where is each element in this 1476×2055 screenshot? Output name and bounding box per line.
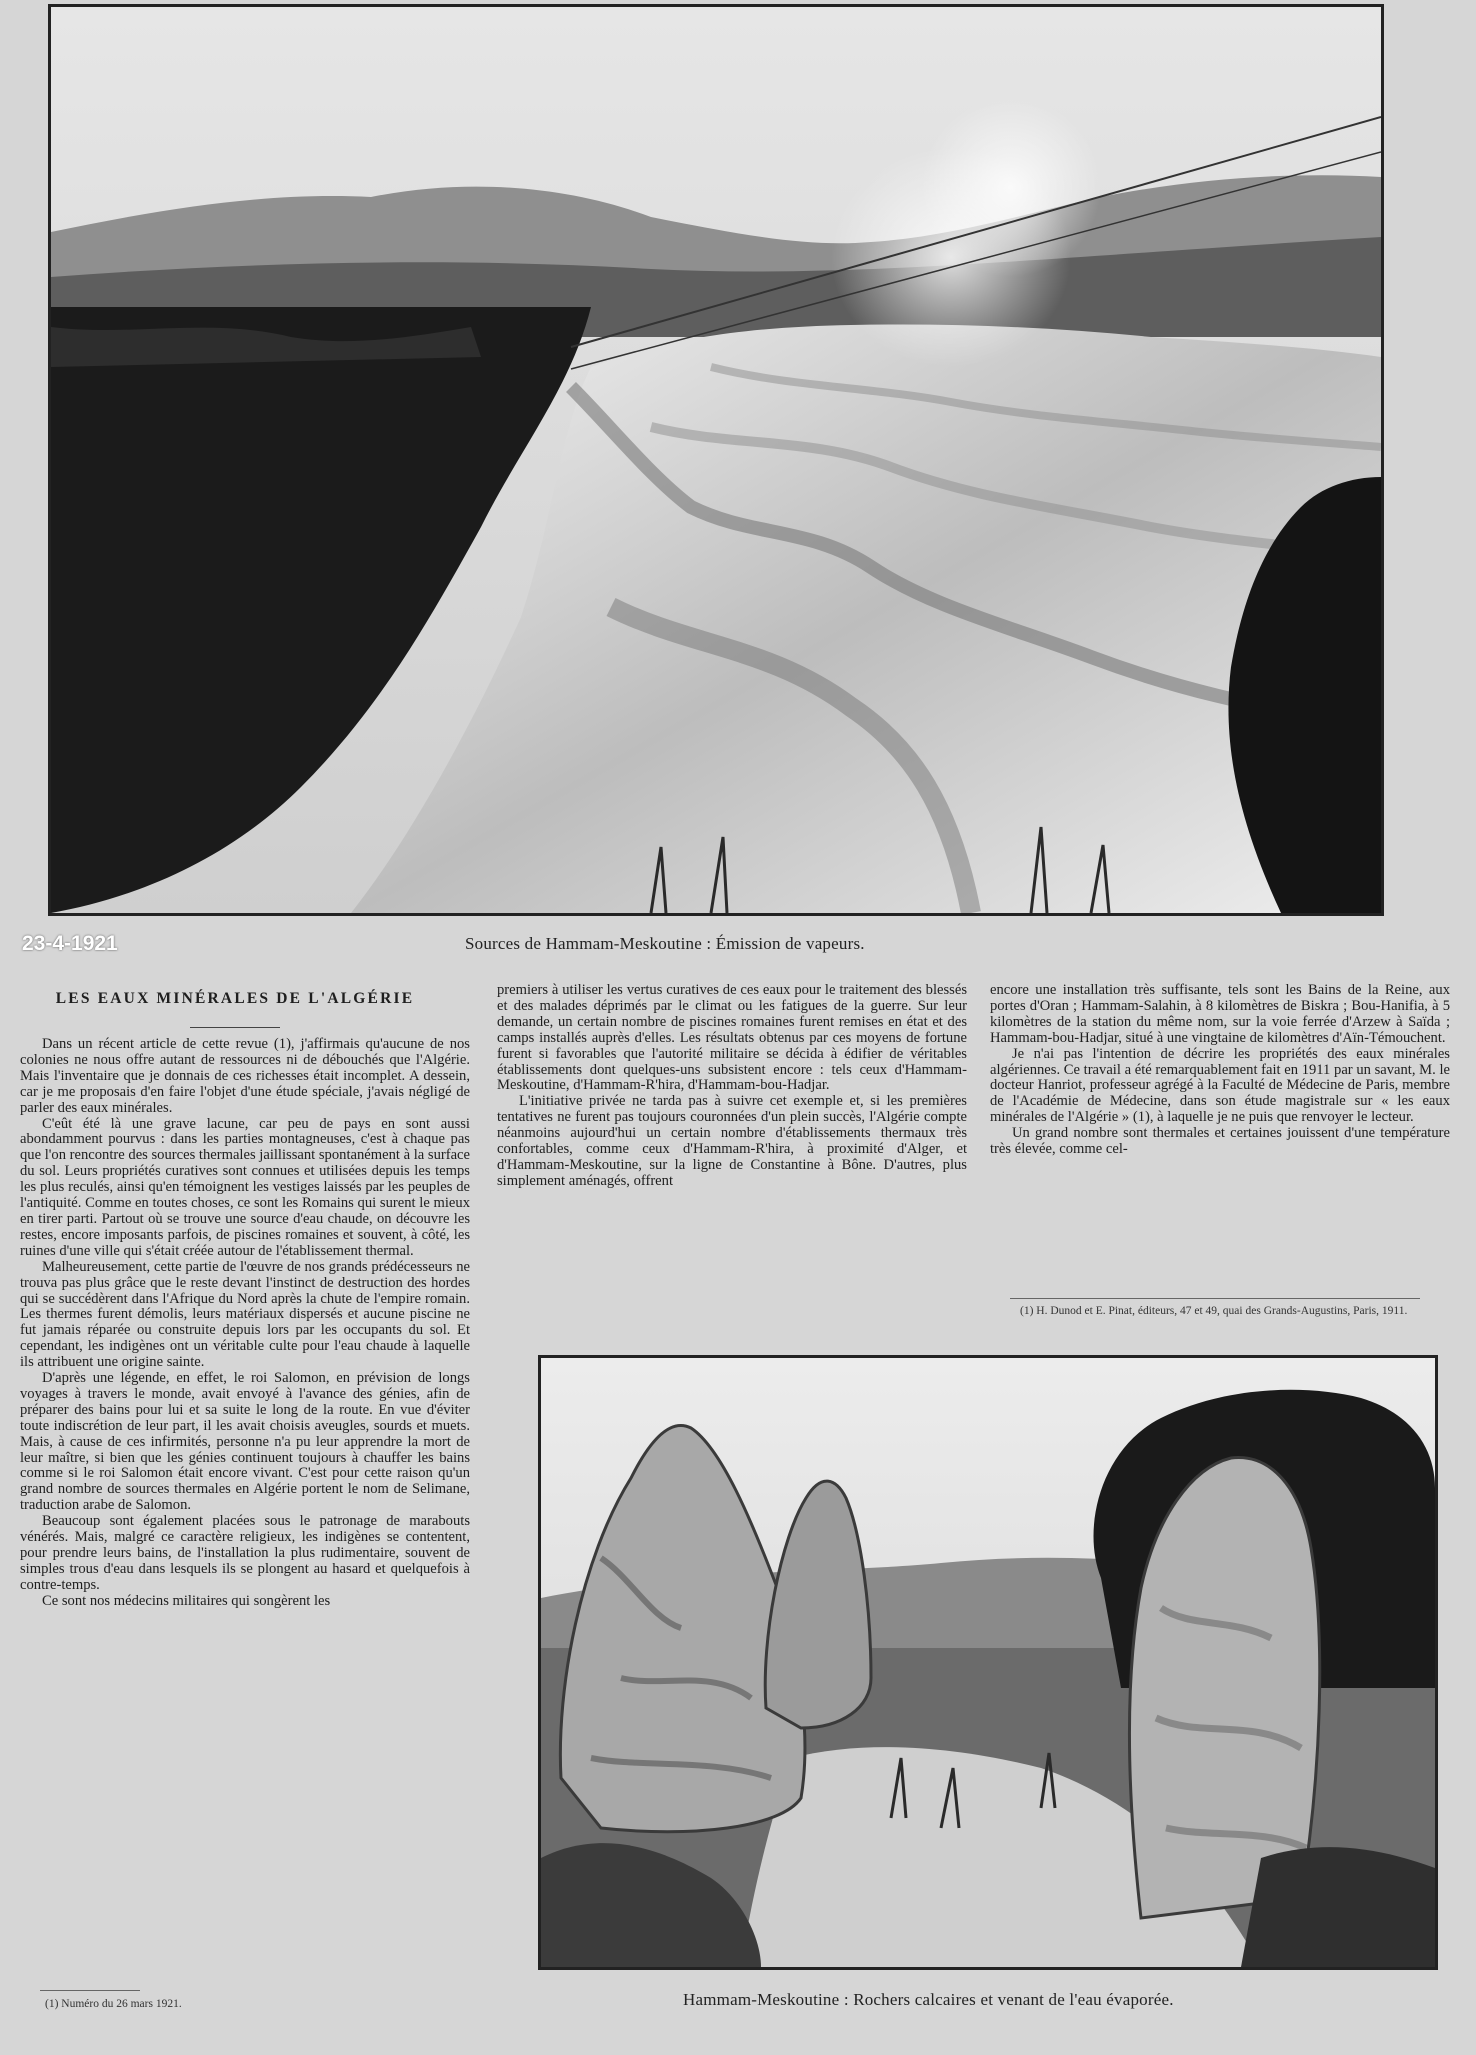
paragraph: D'après une légende, en effet, le roi Salomon, en prévision de longs voyages à travers le monde, avait envoyé à l'avance des génies, afin de préparer des bains pour lui et sa suite le long de la route. En vue d'éviter toute indiscrétion de leur part, il les avait choisis aveugles, sourds et muets. Mais, à cause de ces infirmités, personne n'a pu leur apprendre la mort de leur maître, si bien que les génies continuent toujours à chauffer les bains comme si le roi Salomon était encore vivant. C'est pour cette raison qu'un grand nombre de sources thermales en Algérie portent le nom de Selimane, traduction arabe de Salomon. bbox=[20, 1370, 470, 1514]
photo-rocks-illustration bbox=[541, 1358, 1435, 1967]
article-title: LES EAUX MINÉRALES DE L'ALGÉRIE bbox=[55, 990, 415, 1007]
photo-hot-springs-vapours bbox=[48, 4, 1384, 916]
article-column-2 bbox=[497, 983, 967, 1333]
caption-top-photo: Sources de Hammam-Meskoutine : Émission de vapeurs. bbox=[465, 934, 865, 953]
paragraph: Beaucoup sont également placées sous le patronage de marabouts vénérés. Mais, malgré ce caractère religieux, les indigènes se contentent, pour prendre leurs bains, de l'installation la plus rudimentaire, souvent de simples trous d'eau dans lesquels ils se plongent au hasard et quelquefois à contre-temps. bbox=[20, 1513, 470, 1593]
caption-bottom-photo: Hammam-Meskoutine : Rochers calcaires et venant de l'eau évaporée. bbox=[683, 1990, 1174, 2009]
paragraph: Dans un récent article de cette revue (1), j'affirmais qu'aucune de nos colonies ne nous offre autant de ressources ni de débouchés que l'Algérie. Mais l'inventaire que je donnais de ces richesses était incomplet. A dessein, car je me proposais d'en faire l'objet d'une étude spéciale, j'avais négligé de parler des eaux minérales. bbox=[20, 1036, 470, 1116]
title-divider bbox=[190, 1027, 280, 1028]
paragraph: premiers à utiliser les vertus curatives de ces eaux pour le traitement des blessés et des malades déprimés par le climat ou les fatigues de la guerre. Sur leur demande, un certain nombre de piscines romaines furent remises en état et des camps installés auprès d'elles. Les résultats obtenus par ces moyens de fortune furent si favorables que l'autorité militaire se décida à édifier de véritables établissements dont quelques-uns subsistent encore : tels ceux d'Hammam-Meskoutine, d'Hammam-R'hira, d'Hammam-bou-Hadjar. bbox=[497, 982, 967, 1094]
paragraph: Un grand nombre sont thermales et certaines jouissent d'une température très élevée, comme cel- bbox=[990, 1125, 1450, 1158]
paragraph: C'eût été là une grave lacune, car peu de pays en sont aussi abondamment pourvus : dans les parties montagneuses, c'est à chaque pas que l'on rencontre des sources thermales jaillissant spontanément à la surface du sol. Leurs propriétés curatives sont connues et utilisées depuis les temps les plus reculés, ainsi qu'en témoignent les vestiges laissés par les peuples de l'antiquité. Comme en toutes choses, ce sont les Romains qui surent le mieux en tirer parti. Partout où se trouve une source d'eau chaude, on découvre les restes, encore imposants parfois, de piscines romaines et souvent, à côté, les ruines d'une ville qui s'était créée autour de l'établissement thermal. bbox=[20, 1115, 471, 1259]
footnote-divider bbox=[1010, 1298, 1420, 1299]
paragraph: encore une installation très suffisante, tels sont les Bains de la Reine, aux portes d'Oran ; Hammam-Salahin, à 8 kilomètres de Biskra ; Bou-Hanifia, à 5 kilomètres de la station du même nom, sur la voie ferrée d'Arzew à Saïda ; Hammam-bou-Hadjar, situé à une vingtaine de kilomètres d'Aïn-Témouchent. bbox=[990, 982, 1450, 1046]
article-column-1 bbox=[20, 1037, 470, 1937]
footnote-divider-left bbox=[40, 1990, 140, 1991]
article-column-3 bbox=[990, 983, 1450, 1288]
photo-calcareous-rocks bbox=[538, 1355, 1438, 1970]
footnote-publisher: (1) H. Dunod et E. Pinat, éditeurs, 47 et 49, quai des Grands-Augustins, Paris, 1911. bbox=[1020, 1305, 1408, 1317]
paragraph: Je n'ai pas l'intention de décrire les propriétés des eaux minérales algériennes. Ce travail a été remarquablement fait en 1911 par un savant, M. le docteur Hanriot, professeur agrégé à la Faculté de Médecine de Paris, membre de l'Académie de Médecine, dans son étude magistrale sur « les eaux minérales de l'Algérie » (1), à laquelle je ne puis que renvoyer le lecteur. bbox=[990, 1045, 1450, 1126]
paragraph: Ce sont nos médecins militaires qui songèrent les bbox=[42, 1592, 331, 1609]
footnote-issue: (1) Numéro du 26 mars 1921. bbox=[45, 1998, 182, 2010]
paragraph: L'initiative privée ne tarda pas à suivre cet exemple et, si les premières tentatives ne furent pas toujours couronnées d'un plein succès, l'Algérie compte néanmoins aujourd'hui un certain nombre d'établissements thermaux très confortables, comme ceux d'Hammam-R'hira, à proximité d'Alger, et d'Hammam-Meskoutine, sur la ligne de Constantine à Bône. D'autres, plus simplement aménagés, offrent bbox=[497, 1093, 967, 1189]
date-stamp: 23-4-1921 bbox=[22, 932, 118, 955]
photo-hot-springs-illustration bbox=[51, 7, 1381, 913]
paragraph: Malheureusement, cette partie de l'œuvre de nos grands prédécesseurs ne trouva pas plus grâce que le reste devant l'instinct de destruction des hordes qui se succédèrent dans l'Afrique du Nord après la chute de l'empire romain. Les thermes furent démolis, leurs matériaux dispersés et aucune piscine ne fut jamais réparée ou construite depuis lors par les occupants du sol. Et cependant, les indigènes ont un véritable culte pour l'eau chaude à laquelle ils attribuent une origine sainte. bbox=[20, 1258, 470, 1371]
